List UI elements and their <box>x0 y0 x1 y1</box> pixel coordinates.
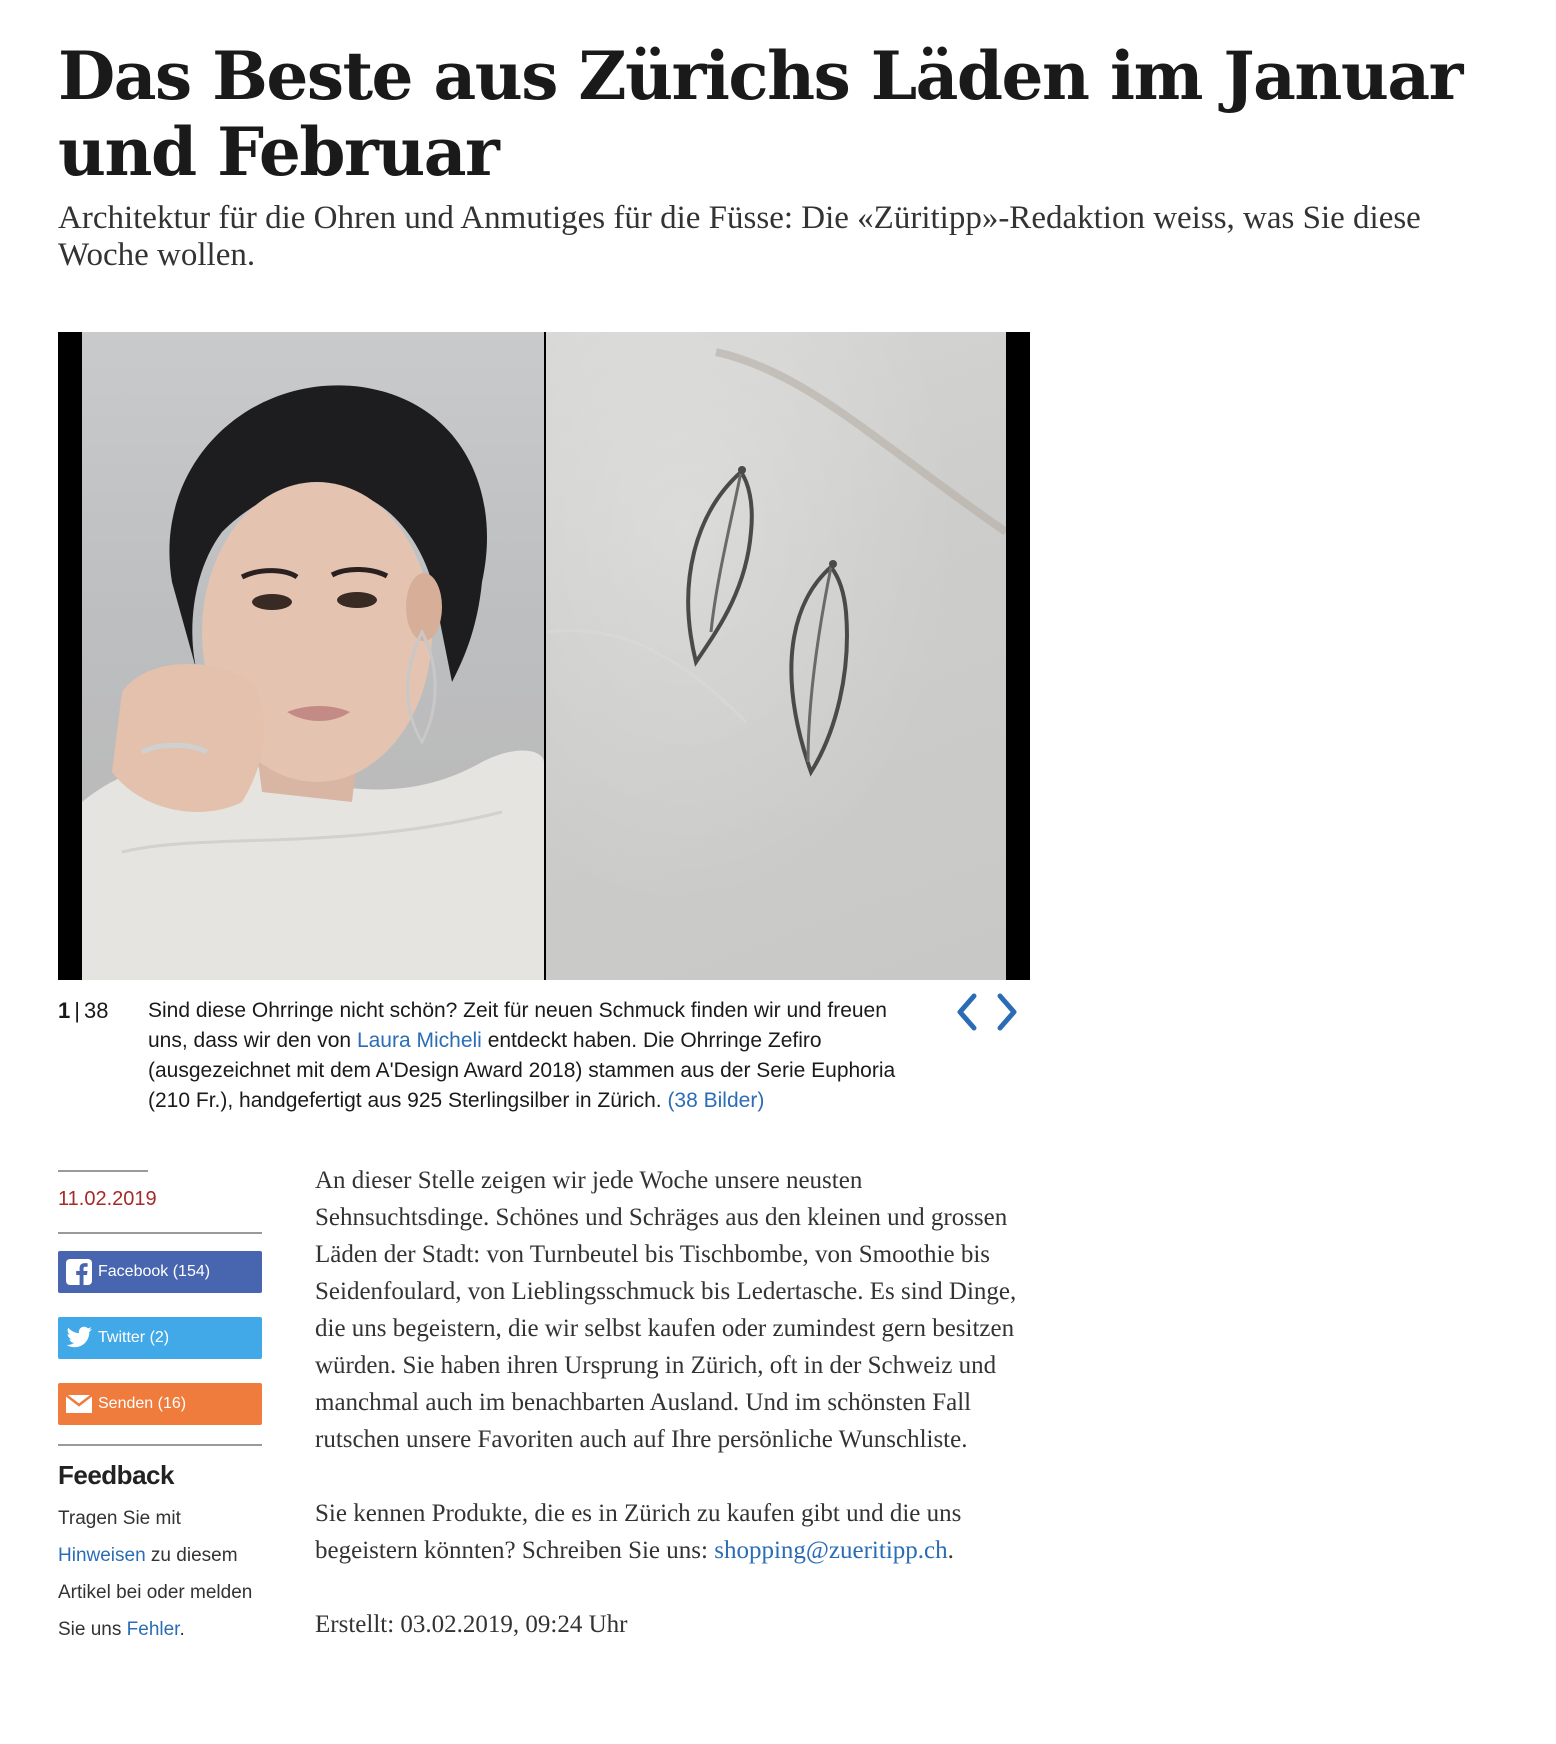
created-timestamp: Erstellt: 03.02.2019, 09:24 Uhr <box>315 1611 628 1638</box>
chevron-left-icon <box>950 990 984 1034</box>
chevron-right-icon <box>990 990 1024 1034</box>
caption-text-2: entdeckt haben. Die Ohrringe Zefiro (ausgezeichnet mit dem A'Design Award 2018) stammen aus der Serie Euphoria (210 Fr.), handgefertigt aus 925 Sterlingsilber in Zürich. <box>148 1029 896 1112</box>
facebook-icon <box>64 1257 94 1287</box>
designer-link[interactable]: Laura Micheli <box>356 1029 482 1052</box>
sidebar-top-rule <box>58 1170 148 1172</box>
earrings-photo <box>546 332 1006 980</box>
date-divider <box>58 1232 262 1234</box>
next-slide-button[interactable] <box>990 990 1024 1034</box>
body-paragraph-contact <box>315 1495 1035 1569</box>
portrait-photo <box>82 332 544 980</box>
slide-caption <box>148 996 928 1116</box>
feedback-heading: Feedback <box>58 1460 174 1490</box>
article-lead: Architektur für die Ohren und Anmutiges für die Füsse: Die «Züritipp»-Redaktion weiss, was Sie diese Woche wollen. <box>58 200 1421 273</box>
envelope-icon <box>64 1389 94 1419</box>
feedback-text-1: Tragen Sie mit <box>58 1508 181 1529</box>
feedback-text <box>58 1500 268 1648</box>
feedback-text-3: . <box>179 1619 185 1640</box>
caption-text-1: Sind diese Ohrringe nicht schön? Zeit für neuen Schmuck finden wir und freuen uns, dass wir den von <box>148 999 887 1052</box>
contact-end: . <box>947 1537 954 1564</box>
gallery-link[interactable]: (38 Bilder) <box>667 1089 765 1112</box>
twitter-bird-icon <box>64 1323 94 1353</box>
image-slideshow[interactable] <box>58 332 1030 980</box>
feedback-text-2: zu diesem Artikel bei oder melden Sie uns <box>58 1545 253 1640</box>
twitter-label: Twitter (2) <box>98 1329 170 1346</box>
slide-current: 1 <box>58 998 71 1023</box>
publish-date: 11.02.2019 <box>58 1188 157 1210</box>
hints-link[interactable]: Hinweisen <box>58 1545 146 1566</box>
facebook-label: Facebook (154) <box>98 1263 211 1280</box>
article-headline: Das Beste aus Zürichs Läden im Januar und Februar <box>58 37 1462 191</box>
share-divider <box>58 1444 262 1446</box>
errors-link[interactable]: Fehler <box>126 1619 180 1640</box>
slide-separator: | <box>74 998 80 1023</box>
article-body <box>315 1162 1035 1680</box>
previous-slide-button[interactable] <box>950 990 984 1034</box>
email-label: Senden (16) <box>98 1395 187 1412</box>
facebook-share-button[interactable] <box>58 1251 262 1293</box>
email-share-button[interactable] <box>58 1383 262 1425</box>
contact-text: Sie kennen Produkte, die es in Zürich zu kaufen gibt und die uns begeistern könnten? Schreiben Sie uns: <box>315 1500 962 1564</box>
slide-total: 38 <box>83 998 109 1023</box>
email-link[interactable]: shopping@zueritipp.ch <box>714 1537 948 1564</box>
body-paragraph: An dieser Stelle zeigen wir jede Woche unsere neusten Sehnsuchtsdinge. Schönes und Schräges aus den kleinen und grossen Läden der Stadt: von Turnbeutel bis Tischbombe, von Smoothie bis Seidenfoulard, von Lieblingsschmuck bis Ledertasche. Es sind Dinge, die uns begeistern, die wir selbst kaufen oder zumindest gern besitzen würden. Sie haben ihren Ursprung in Zürich, oft in der Schweiz und manchmal auch im benachbarten Ausland. Und im schönsten Fall rutschen unsere Favoriten auch auf Ihre persönliche Wunschliste. <box>315 1167 1017 1453</box>
slide-counter <box>58 998 108 1024</box>
twitter-share-button[interactable] <box>58 1317 262 1359</box>
